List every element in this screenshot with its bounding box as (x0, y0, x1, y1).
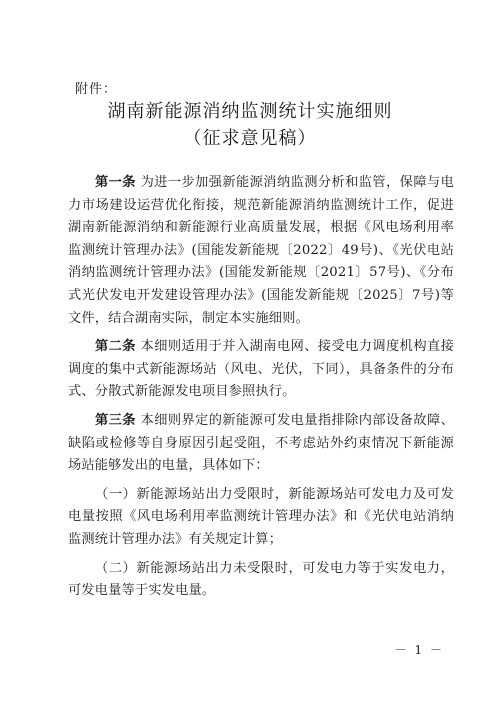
article-3-heading: 第三条 (95, 412, 136, 428)
article-3 (68, 410, 454, 478)
article-1-text: 为进一步加强新能源消纳监测分析和监管，保障与电力市场建设运营优化衔接，规范新能源消纳监测统计工作，促进湖南新能源消纳和新能源行业高质量发展，根据《风电场利用率监测统计管理办法》(国能发新能规〔2022〕49号)、《光伏电站消纳监测统计管理办法》(国能发新能规〔2021〕57号)、《分布式光伏发电开发建设管理办法》(国能发新能规〔2025〕7号)等文件，结合湖南实际，制定本实施细则。 (68, 175, 454, 326)
document-title: 湖南新能源消纳监测统计实施细则 (107, 101, 393, 122)
article-3-text: 本细则界定的新能源可发电量指排除内部设备故障、缺陷或检修等自身原因引起受阻，不考虑站外约束情况下新能源场站能够发出的电量，具体如下： (68, 412, 454, 474)
article-2 (68, 336, 454, 404)
attachment-label: 附件： (75, 82, 118, 97)
item-1-text: （一）新能源场站出力受限时，新能源场站可发电力及可发电量按照《风电场利用率监测统计管理办法》和《光伏电站消纳监测统计管理办法》有关规定计算； (68, 486, 454, 547)
page-number: － 1 － (394, 643, 444, 657)
article-1 (68, 172, 454, 330)
article-3-item-1 (68, 484, 454, 552)
item-2-text: （二）新能源场站出力未受限时，可发电力等于实发电力，可发电量等于实发电量。 (68, 560, 454, 599)
article-2-heading: 第二条 (95, 339, 136, 355)
document-subtitle: （征求意见稿） (183, 128, 317, 149)
article-2-text: 本细则适用于并入湖南电网、接受电力调度机构直接调度的集中式新能源场站（风电、光伏，下同），具备条件的分布式、分散式新能源发电项目参照执行。 (68, 339, 454, 400)
article-3-item-2 (68, 558, 454, 603)
article-1-heading: 第一条 (95, 175, 136, 190)
document-body (68, 172, 454, 609)
